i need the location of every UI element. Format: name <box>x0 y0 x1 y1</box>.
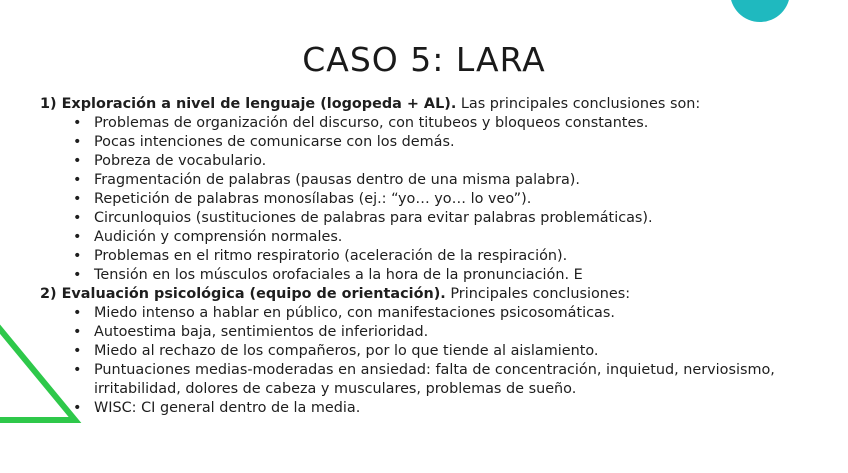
section-intro: Las principales conclusiones son: <box>456 96 701 112</box>
list-item <box>40 323 840 342</box>
bullet: • <box>73 172 82 188</box>
section-heading-psicologica <box>40 285 840 304</box>
list-item-text: Fragmentación de palabras (pausas dentro de una misma palabra). <box>94 172 580 188</box>
list-item <box>40 152 840 171</box>
list-item <box>40 114 840 133</box>
list-item-text: Puntuaciones medias-moderadas en ansiedad: falta de concentración, inquietud, nerviosismo, irritabilidad, dolores de cabeza y musculares, problemas de sueño. <box>94 362 775 397</box>
section-heading-bold: 2) Evaluación psicológica (equipo de orientación). <box>40 286 446 302</box>
decorative-teal-circle <box>730 0 790 22</box>
list-item-text: Pocas intenciones de comunicarse con los demás. <box>94 134 455 150</box>
list-item-text: Audición y comprensión normales. <box>94 229 343 245</box>
list-item-text: Autoestima baja, sentimientos de inferioridad. <box>94 324 429 340</box>
bullet: • <box>73 267 82 283</box>
bullet: • <box>73 153 82 169</box>
bullet: • <box>73 400 82 416</box>
list-item-text: Repetición de palabras monosílabas (ej.: “yo… yo… lo veo”). <box>94 191 532 207</box>
section-intro: Principales conclusiones: <box>445 286 631 302</box>
bullet: • <box>73 343 82 359</box>
section-heading-lenguaje <box>40 95 840 114</box>
list-item <box>40 342 840 361</box>
list-item <box>40 171 840 190</box>
list-item-text: Tensión en los músculos orofaciales a la hora de la pronunciación. E <box>94 267 583 283</box>
bullet: • <box>73 305 82 321</box>
bullet: • <box>73 362 82 378</box>
bullet: • <box>73 248 82 264</box>
list-item <box>40 228 840 247</box>
list-item <box>40 209 840 228</box>
section-list-psicologica <box>40 304 840 418</box>
list-item-text: Miedo al rechazo de los compañeros, por lo que tiende al aislamiento. <box>94 343 599 359</box>
bullet: • <box>73 324 82 340</box>
bullet: • <box>73 229 82 245</box>
list-item <box>40 304 840 323</box>
list-item-text: Circunloquios (sustituciones de palabras para evitar palabras problemáticas). <box>94 210 653 226</box>
section-heading-bold: 1) Exploración a nivel de lenguaje (logopeda + AL). <box>40 96 457 112</box>
list-item <box>40 247 840 266</box>
list-item <box>40 399 840 418</box>
slide-title: CASO 5: LARA <box>302 40 546 79</box>
list-item-text: WISC: CI general dentro de la media. <box>94 400 361 416</box>
section-list-lenguaje <box>40 114 840 285</box>
bullet: • <box>73 210 82 226</box>
list-item-text: Miedo intenso a hablar en público, con manifestaciones psicosomáticas. <box>94 305 615 321</box>
slide-content <box>40 95 840 418</box>
list-item <box>40 361 794 399</box>
bullet: • <box>73 115 82 131</box>
list-item <box>40 133 840 152</box>
list-item-text: Problemas de organización del discurso, con titubeos y bloqueos constantes. <box>94 115 649 131</box>
list-item-text: Pobreza de vocabulario. <box>94 153 267 169</box>
bullet: • <box>73 191 82 207</box>
list-item-text: Problemas en el ritmo respiratorio (aceleración de la respiración). <box>94 248 568 264</box>
bullet: • <box>73 134 82 150</box>
list-item <box>40 266 840 285</box>
list-item <box>40 190 840 209</box>
